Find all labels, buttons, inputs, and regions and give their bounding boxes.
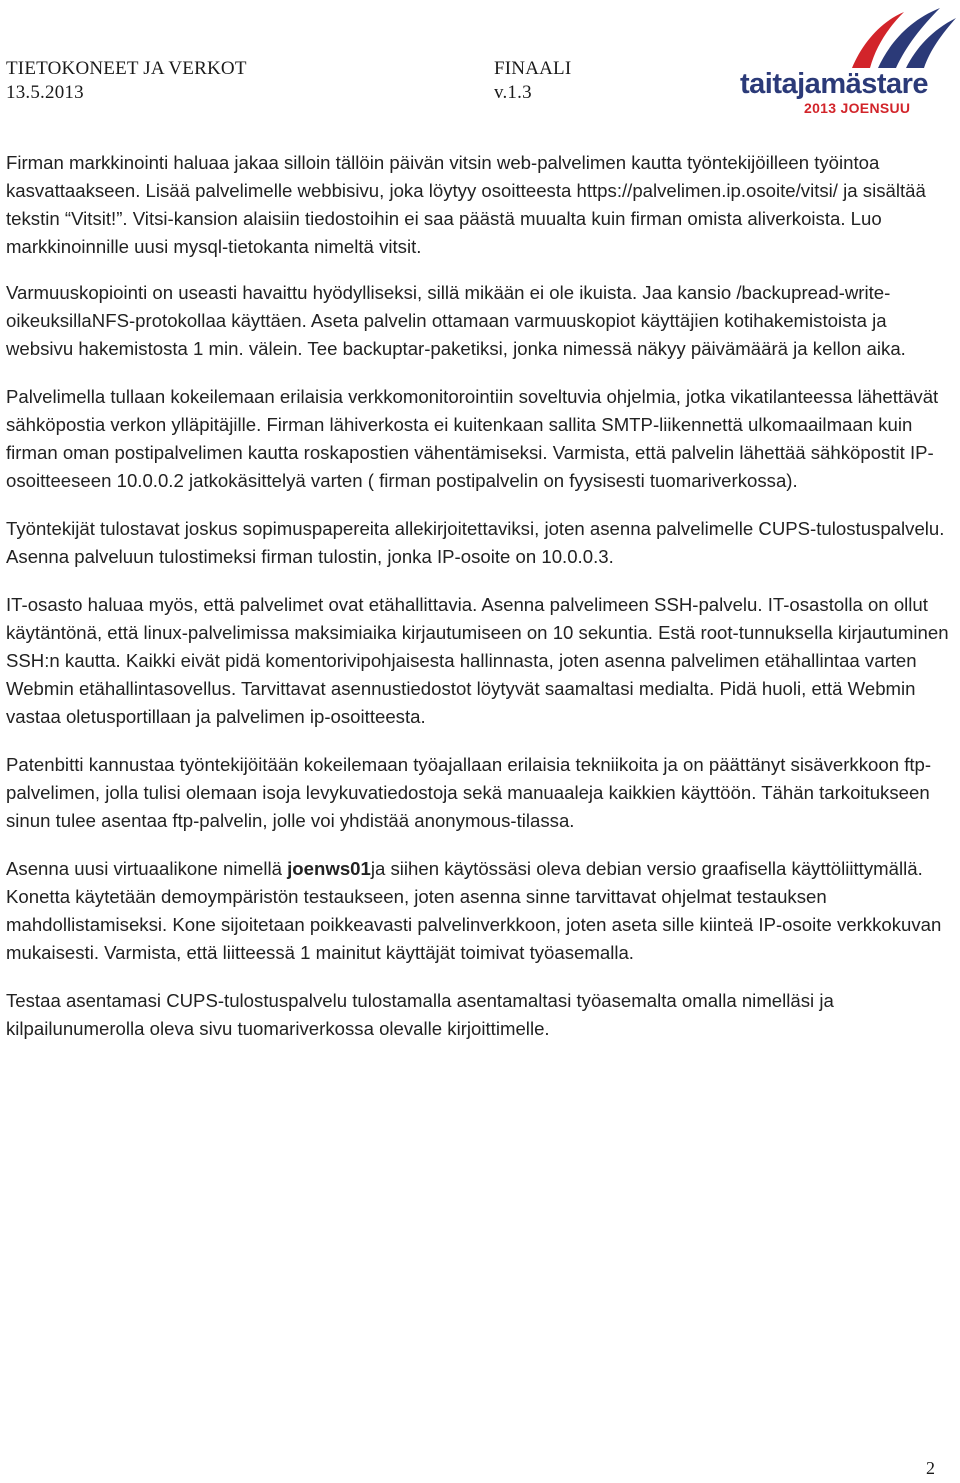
header-version: v.1.3 — [494, 82, 532, 103]
paragraph-monitoring-mail: Palvelimella tullaan kokeilemaan erilaisia verkkomonitorointiin soveltuvia ohjelmia, jotka vikatilanteessa lähettävät sähköpostia verkon ylläpitäjille. Firman lähiverkosta ei kuitenkaan sallita SMTP-liikennettä ulkomaailmaan kuin firman oman postipalvelimen kautta roskapostien vähentämiseksi. Varmista, että palvelin lähettää sähköpostit IP-osoitteeseen 10.0.0.2 jatkokäsittelyä varten ( firman postipalvelin on fyysisesti tuomariverkossa). — [6, 386, 939, 491]
taitajamastare-logo — [740, 4, 958, 116]
vm-hostname: joenws01 — [287, 858, 371, 879]
paragraph-test-printing: Testaa asentamasi CUPS-tulostuspalvelu tulostamalla asentamaltasi työasemalta omalla nimelläsi ja kilpailunumerolla oleva sivu tuomariverkossa olevalle kirjoittimelle. — [6, 990, 834, 1039]
header-date: 13.5.2013 — [6, 82, 84, 103]
paragraph-cups-printing: Työntekijät tulostavat joskus sopimuspapereita allekirjoitettaviksi, joten asenna palvelimelle CUPS-tulostuspalvelu. Asenna palveluun tulostimeksi firman tulostin, jonka IP-osoite on 10.0.0.3. — [6, 518, 945, 567]
header-stage: FINAALI — [494, 58, 572, 79]
header-course-title: TIETOKONEET JA VERKOT — [6, 58, 247, 79]
paragraph-backup: Varmuuskopiointi on useasti havaittu hyödylliseksi, sillä mikään ei ole ikuista. Jaa kansio /backupread-write-oikeuksillaNFS-protokollaa käyttäen. Aseta palvelin ottamaan varmuuskopiot käyttäjien kotihakemistoista ja websivu hakemistosta 1 min. välein. Tee backuptar-paketiksi, jonka nimessä näkyy päivämäärä ja kellon aika. — [6, 282, 906, 359]
page-header — [0, 0, 960, 120]
paragraph-ssh-webmin: IT-osasto haluaa myös, että palvelimet ovat etähallittavia. Asenna palvelimeen SSH-palvelu. IT-osastolla on ollut käytäntönä, että linux-palvelimissa maksimiaika kirjautumiseen on 10 sekuntia. Estä root-tunnuksella kirjautuminen SSH:n kautta. Kaikki eivät pidä komentorivipohjaisesta hallinnasta, joten asenna palvelimen etähallintaa varten Webmin etähallintasovellus. Tarvittavat asennustiedostot löytyvät saamaltasi medialta. Pidä huoli, että Webmin vastaa oletusportillaan ja palvelimen ip-osoitteesta. — [6, 594, 949, 727]
document-body — [6, 149, 954, 1063]
logo-subtitle: 2013 JOENSUU — [804, 100, 911, 116]
vm-text-after: ja siihen käytössäsi oleva debian versio graafisella käyttöliittymällä. Konetta käytetään demoympäristön testaukseen, joten asenna sinne tarvittavat ohjelmat testauksen mahdollistamiseksi. Kone sijoitetaan poikkeavasti palvelinverkkoon, joten aseta sille kiinteä IP-osoite verkkokuvan mukaisesti. Varmista, että liitteessä 1 mainitut käyttäjät toimivat työasemalla. — [6, 858, 942, 963]
logo-wordmark: taitajamästare — [740, 68, 929, 100]
paragraph-joke-service: Firman markkinointi haluaa jakaa silloin tällöin päivän vitsin web-palvelimen kautta työntekijöilleen työintoa kasvattaakseen. Lisää palvelimelle webbisivu, joka löytyy osoitteesta https://palvelimen.ip.osoite/vitsi/ ja sisältää tekstin “Vitsit!”. Vitsi-kansion alaisiin tiedostoihin ei saa päästä muualta kuin firman omista aliverkoista. Luo markkinoinnille uusi mysql-tietokanta nimeltä vitsit. — [6, 152, 926, 257]
header-left — [6, 57, 247, 105]
stylized-flame-logo-icon — [840, 4, 960, 70]
paragraph-virtual-machine — [6, 855, 954, 967]
paragraph-ftp-server: Patenbitti kannustaa työntekijöitään kokeilemaan työajallaan erilaisia tekniikoita ja on päättänyt sisäverkkoon ftp-palvelimen, jolla tulisi olemaan isoja levykuvatiedostoja sekä manuaaleja kaikkien käyttöön. Tähän tarkoitukseen sinun tulee asentaa ftp-palvelin, jolle voi yhdistää anonymous-tilassa. — [6, 754, 932, 831]
page-number: 2 — [926, 1458, 935, 1478]
vm-text-before: Asenna uusi virtuaalikone nimellä — [6, 858, 288, 879]
header-middle — [494, 57, 571, 105]
